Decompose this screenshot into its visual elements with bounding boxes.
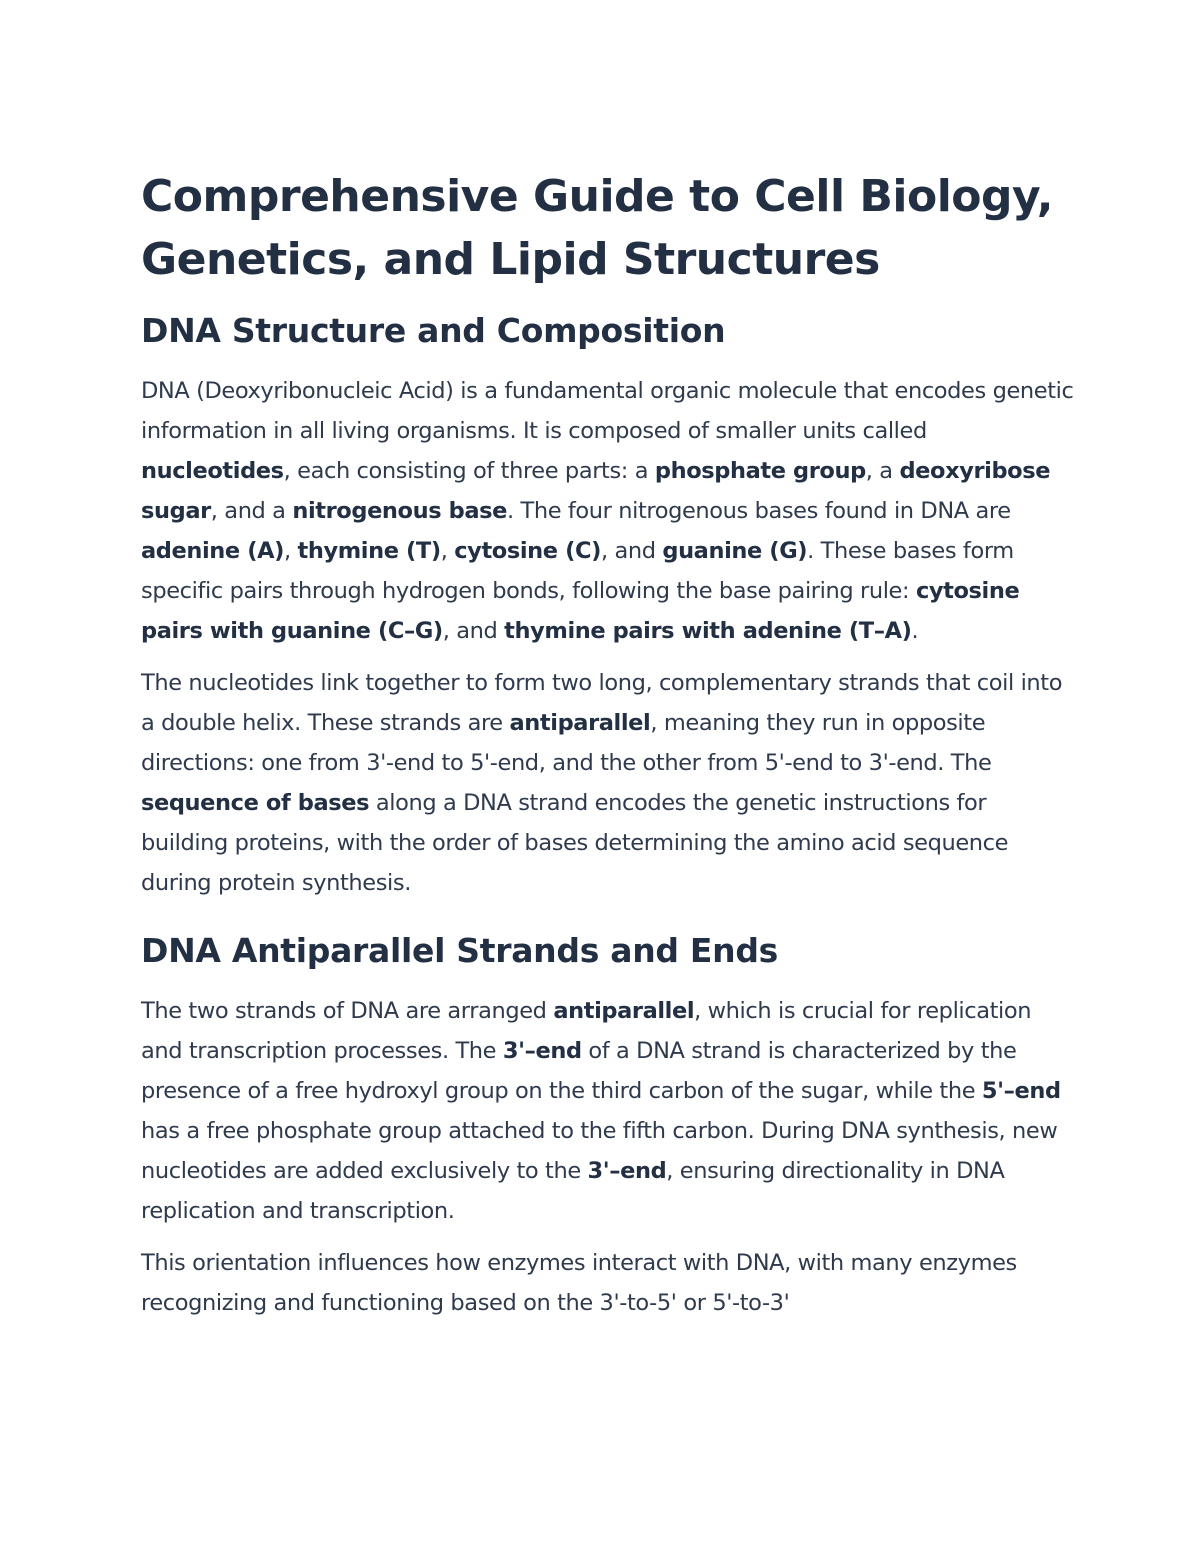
text-run: DNA (Deoxyribonucleic Acid) is a fundamental organic molecule that encodes genetic information in all living organisms. It is composed of smaller units called [141, 378, 1074, 444]
bold-term: 3'–end [502, 1038, 582, 1064]
text-run: , [440, 538, 455, 564]
text-run: has a free phosphate group attached to the fifth carbon. During DNA synthesis, new nucleotides are added exclusively to the [141, 1118, 1058, 1184]
paragraph [141, 663, 1076, 903]
text-run: , and a [210, 498, 293, 524]
bold-term: antiparallel [553, 998, 695, 1024]
paragraph [141, 371, 1076, 651]
text-run: This orientation influences how enzymes interact with DNA, with many enzymes recognizing and functioning based on the 3'-to-5' or 5'-to-3' [141, 1250, 1017, 1316]
section-heading: DNA Antiparallel Strands and Ends [141, 931, 779, 970]
text-run: , and [442, 618, 505, 644]
text-run: , each consisting of three parts: a [283, 458, 655, 484]
document-title: Comprehensive Guide to Cell Biology, Genetics, and Lipid Structures [141, 171, 1054, 285]
paragraph [141, 1243, 1076, 1323]
bold-term: nitrogenous base [292, 498, 507, 524]
bold-term: antiparallel [509, 710, 651, 736]
bold-term: guanine (G) [662, 538, 808, 564]
section-heading: DNA Structure and Composition [141, 311, 726, 350]
bold-term: 3'–end [587, 1158, 667, 1184]
bold-term: cytosine (C) [454, 538, 601, 564]
bold-term: cytosine pairs with guanine (C–G) [141, 578, 1020, 644]
bold-term: thymine (T) [297, 538, 441, 564]
bold-term: 5'–end [981, 1078, 1061, 1104]
text-run: , ensuring directionality in DNA replication and transcription. [141, 1158, 1005, 1224]
text-run: . These bases form specific pairs through hydrogen bonds, following the base pairing rule: [141, 538, 1014, 604]
text-run: The two strands of DNA are arranged [141, 998, 554, 1024]
text-run: , which is crucial for replication and transcription processes. The [141, 998, 1032, 1064]
bold-term: nucleotides [141, 458, 284, 484]
document-page [141, 165, 1076, 1335]
bold-term: adenine (A) [141, 538, 284, 564]
bold-term: phosphate group [654, 458, 866, 484]
text-run: . The four nitrogenous bases found in DNA are [507, 498, 1011, 524]
text-run: , [283, 538, 298, 564]
text-run: , meaning they run in opposite directions: one from 3'-end to 5'-end, and the other from 5'-end to 3'-end. The [141, 710, 992, 776]
text-run: . [911, 618, 919, 644]
text-run: of a DNA strand is characterized by the presence of a free hydroxyl group on the third carbon of the sugar, while the [141, 1038, 1017, 1104]
section-dna-antiparallel [141, 929, 1076, 1323]
section-dna-structure [141, 309, 1076, 903]
bold-term: sequence of bases [141, 790, 370, 816]
text-run: , and [600, 538, 663, 564]
bold-term: thymine pairs with adenine (T–A) [504, 618, 912, 644]
text-run: , a [865, 458, 900, 484]
text-run: along a DNA strand encodes the genetic instructions for building proteins, with the order of bases determining the amino acid sequence during protein synthesis. [141, 790, 1009, 896]
paragraph [141, 991, 1076, 1231]
text-run: The nucleotides link together to form two long, complementary strands that coil into a double helix. These strands are [141, 670, 1063, 736]
bold-term: deoxyribose sugar [141, 458, 1051, 524]
